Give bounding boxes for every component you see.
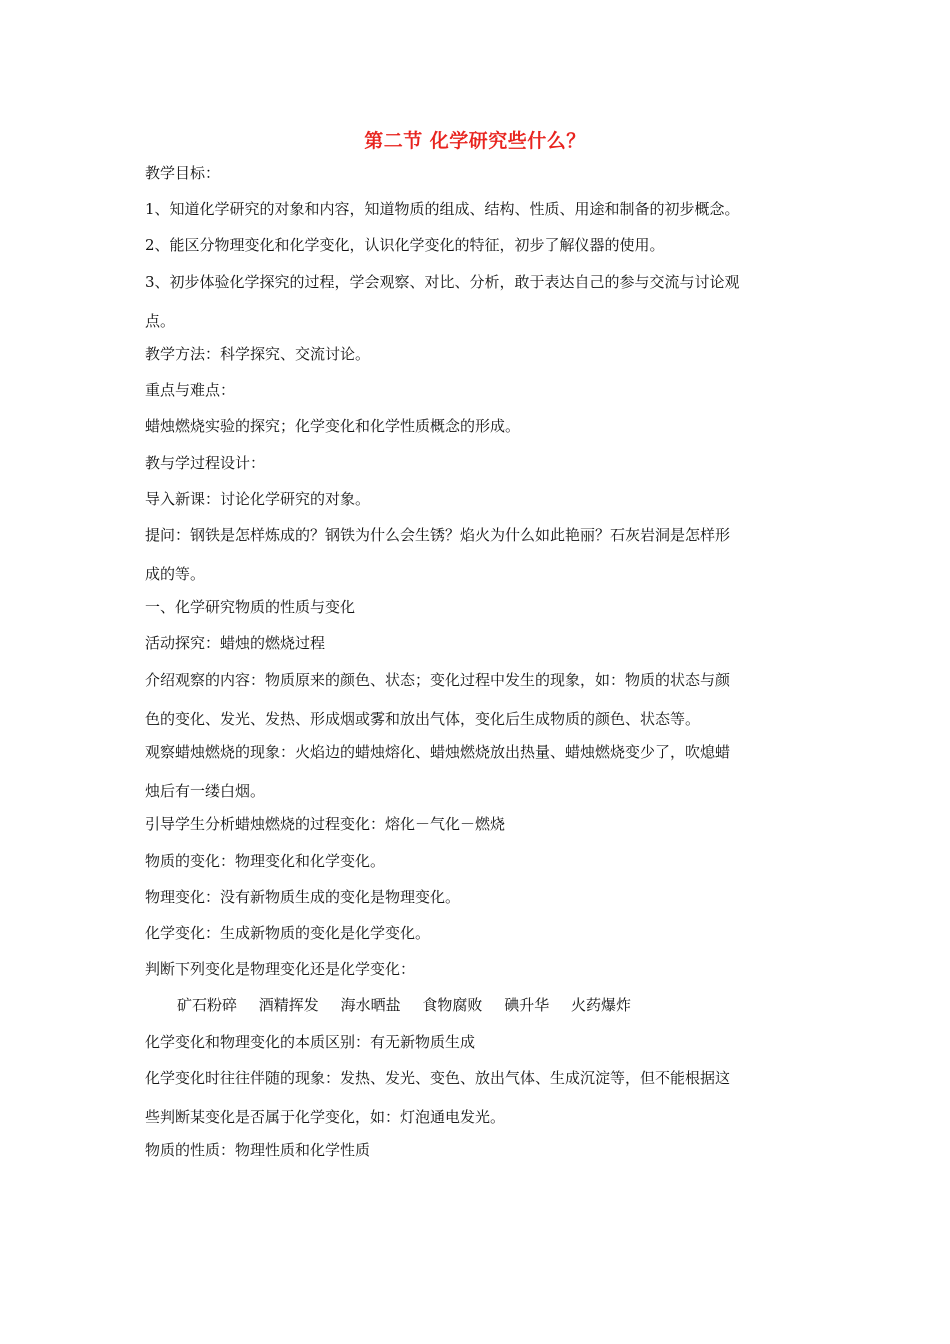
paragraph: 物质的变化：物理变化和化学变化。 bbox=[145, 851, 386, 870]
paragraph: 化学变化和物理变化的本质区别：有无新物质生成 bbox=[145, 1032, 476, 1051]
paragraph-continuation: 点。 bbox=[145, 311, 176, 330]
paragraph: 介绍观察的内容：物质原来的颜色、状态；变化过程中发生的现象，如：物质的状态与颜 bbox=[145, 670, 731, 689]
paragraph-continuation: 些判断某变化是否属于化学变化，如：灯泡通电发光。 bbox=[145, 1107, 506, 1126]
paragraph: 物理变化：没有新物质生成的变化是物理变化。 bbox=[145, 887, 461, 906]
paragraph-continuation: 色的变化、发光、发热、形成烟或雾和放出气体，变化后生成物质的颜色、状态等。 bbox=[145, 709, 701, 728]
example-item: 食物腐败 bbox=[422, 996, 483, 1015]
paragraph: 教学目标： bbox=[145, 164, 221, 182]
paragraph: 教学方法：科学探究、交流讨论。 bbox=[145, 344, 371, 363]
paragraph: 活动探究：蜡烛的燃烧过程 bbox=[145, 634, 326, 653]
paragraph: 1、知道化学研究的对象和内容，知道物质的组成、结构、性质、用途和制备的初步概念。 bbox=[145, 200, 740, 219]
paragraph: 引导学生分析蜡烛燃烧的过程变化：熔化－气化－燃烧 bbox=[145, 815, 506, 834]
paragraph: 重点与难点： bbox=[145, 381, 236, 400]
page-title: 第二节 化学研究些什么？ bbox=[364, 130, 586, 152]
paragraph: 蜡烛燃烧实验的探究；化学变化和化学性质概念的形成。 bbox=[145, 417, 521, 436]
paragraph-continuation: 成的等。 bbox=[145, 565, 206, 584]
paragraph: 导入新课：讨论化学研究的对象。 bbox=[145, 489, 371, 508]
paragraph-continuation: 烛后有一缕白烟。 bbox=[145, 782, 266, 801]
paragraph: 2、能区分物理变化和化学变化，认识化学变化的特征，初步了解仪器的使用。 bbox=[145, 236, 665, 255]
example-item: 酒精挥发 bbox=[258, 996, 319, 1015]
section-heading: 一、化学研究物质的性质与变化 bbox=[145, 598, 356, 617]
document-body bbox=[145, 160, 825, 1173]
paragraph: 物质的性质：物理性质和化学性质 bbox=[145, 1141, 371, 1160]
paragraph: 教与学过程设计： bbox=[145, 453, 266, 472]
paragraph: 观察蜡烛燃烧的现象：火焰边的蜡烛熔化、蜡烛燃烧放出热量、蜡烛燃烧变少了，吹熄蜡 bbox=[145, 743, 731, 761]
example-item: 火药爆炸 bbox=[570, 996, 631, 1015]
paragraph: 判断下列变化是物理变化还是化学变化： bbox=[145, 960, 416, 979]
paragraph: 3、初步体验化学探究的过程，学会观察、对比、分析，敢于表达自己的参与交流与讨论观 bbox=[145, 272, 740, 291]
example-item: 海水晒盐 bbox=[340, 996, 401, 1015]
example-item: 碘升华 bbox=[504, 996, 550, 1015]
paragraph: 提问：钢铁是怎样炼成的？钢铁为什么会生锈？焰火为什么如此艳丽？石灰岩洞是怎样形 bbox=[145, 525, 731, 544]
paragraph: 化学变化：生成新物质的变化是化学变化。 bbox=[145, 923, 431, 942]
example-item: 矿石粉碎 bbox=[177, 996, 238, 1015]
example-list bbox=[145, 992, 825, 1028]
paragraph: 化学变化时往往伴随的现象：发热、发光、变色、放出气体、生成沉淀等，但不能根据这 bbox=[145, 1068, 731, 1087]
